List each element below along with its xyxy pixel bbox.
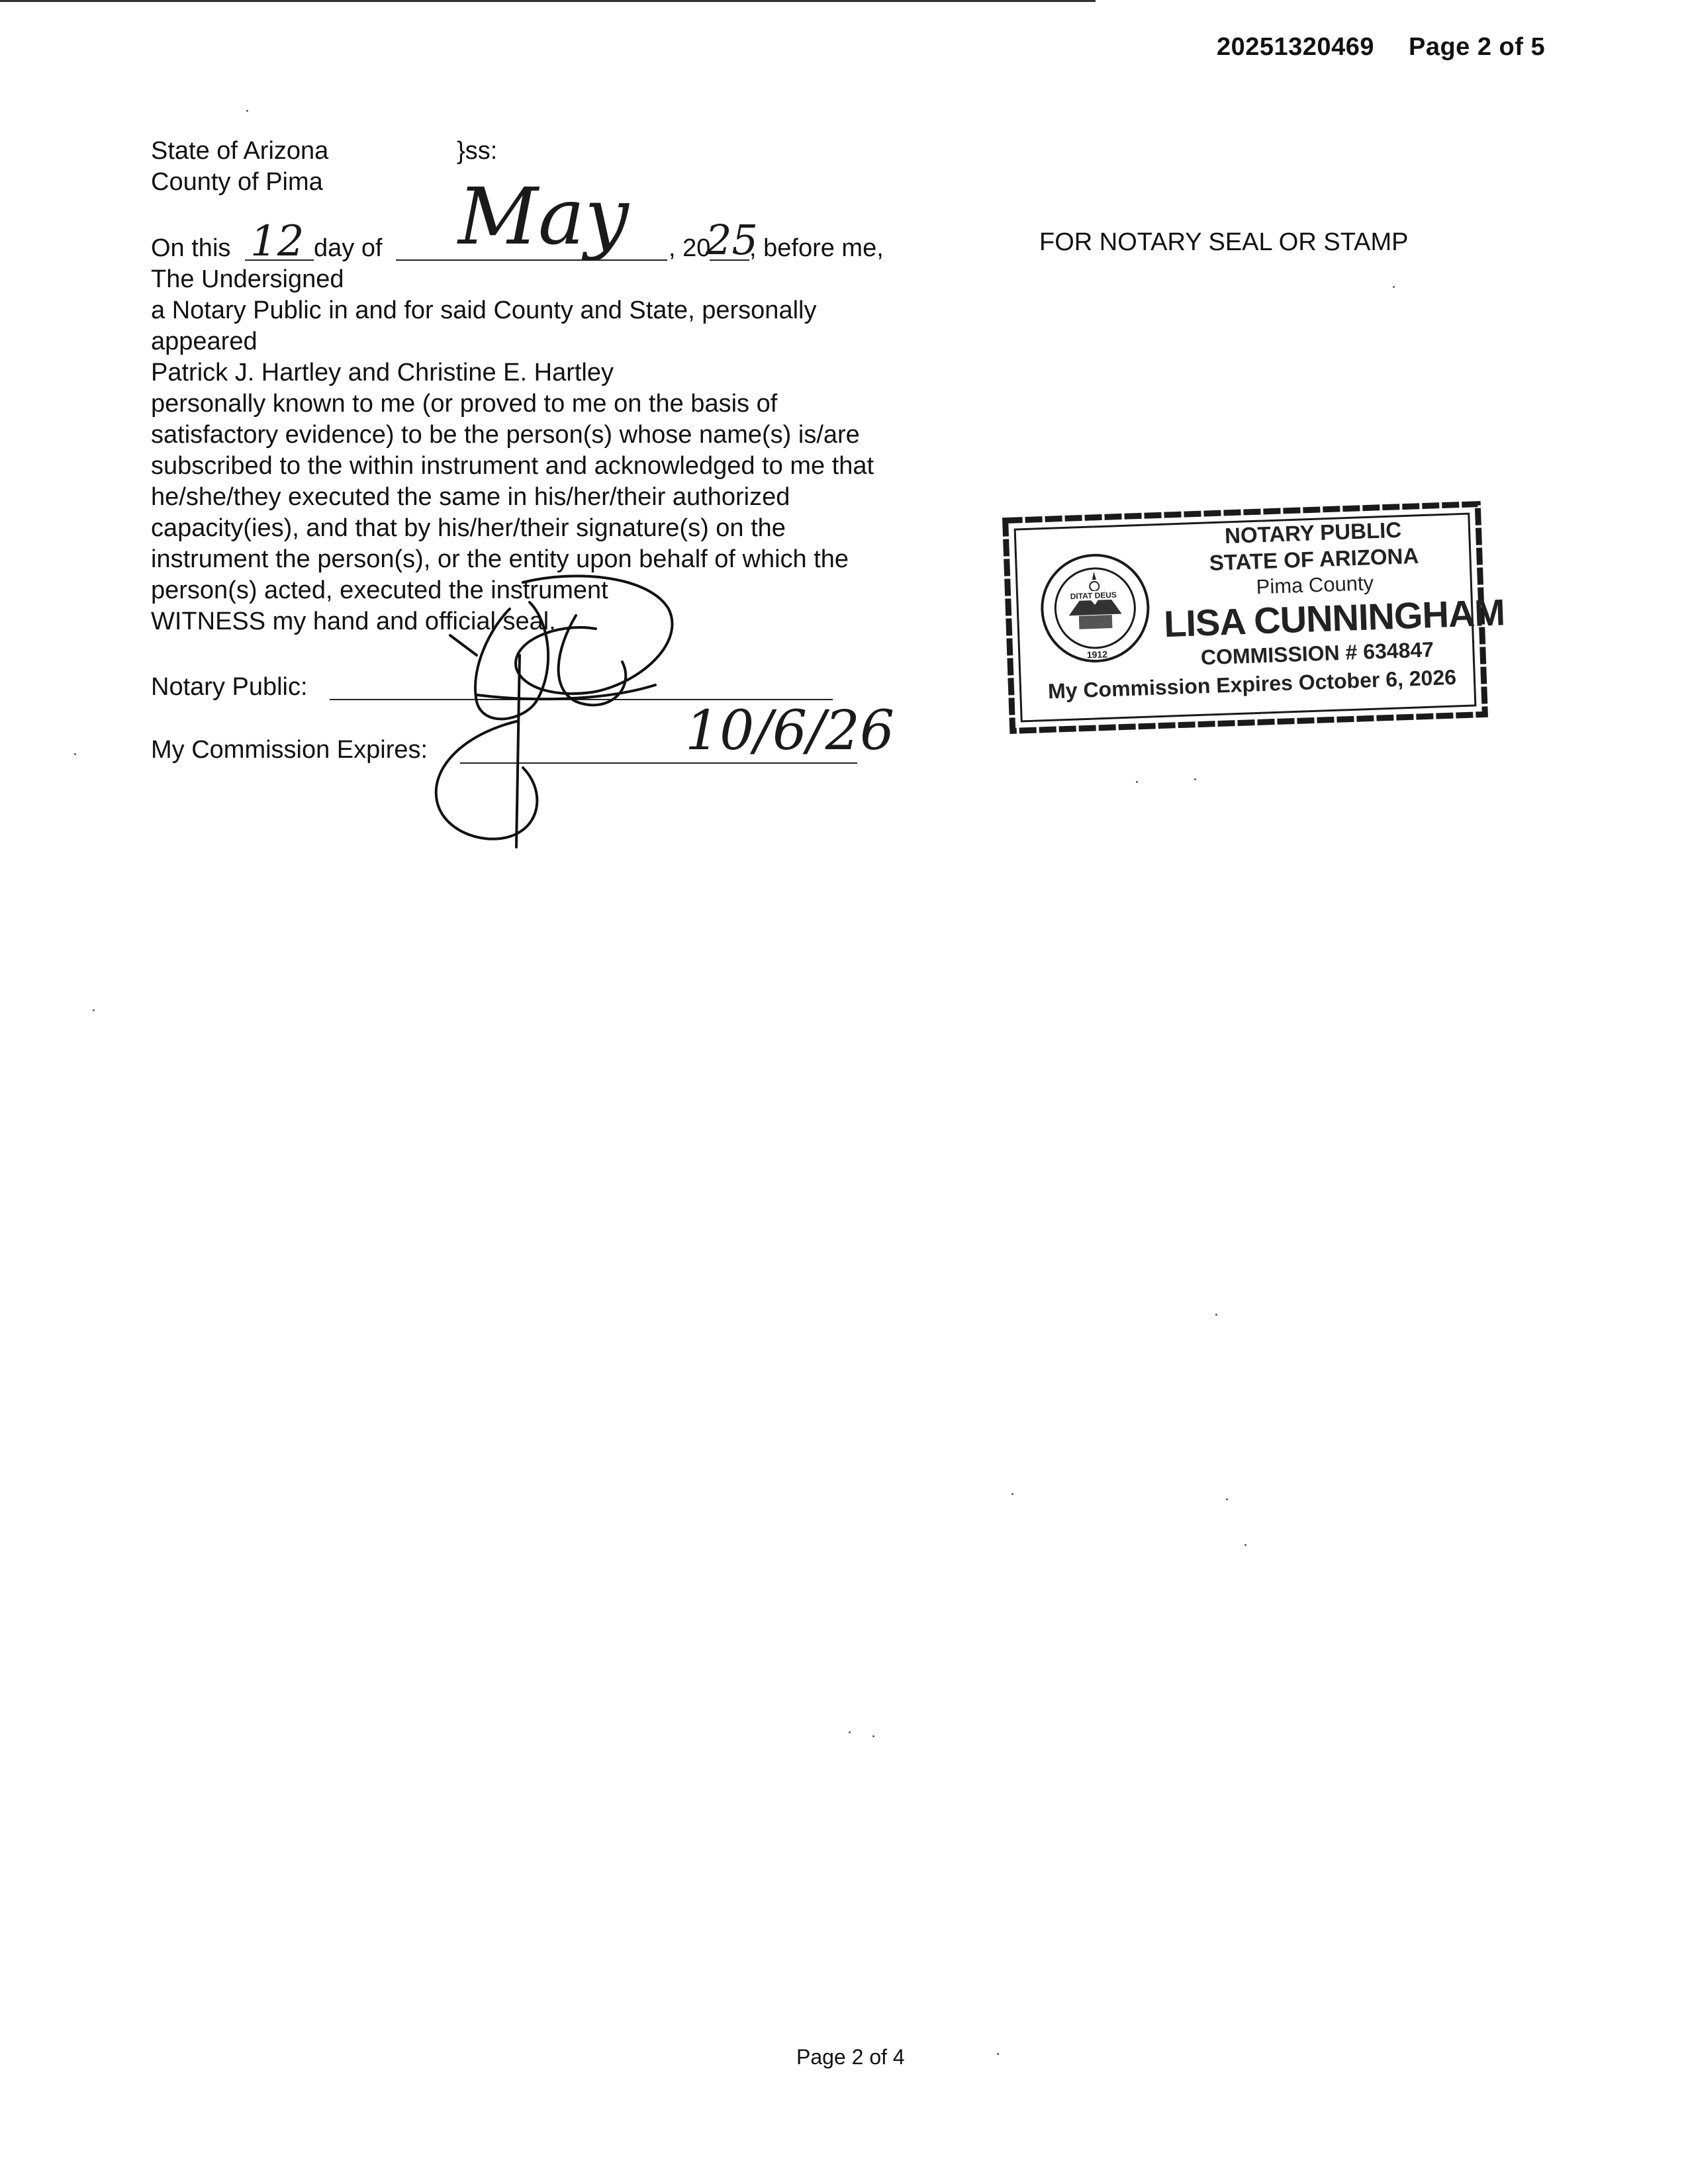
handwritten-day: 12 xyxy=(250,217,305,266)
scan-speck xyxy=(997,2053,999,2055)
stamp-title: NOTARY PUBLIC xyxy=(1224,517,1402,548)
scan-speck xyxy=(93,1009,95,1011)
ack-line: subscribed to the within instrument and acknowledged to me that xyxy=(151,452,874,480)
scan-top-edge-line xyxy=(0,0,1096,2)
venue-state: State of Arizona xyxy=(151,137,329,165)
stamp-expiration: My Commission Expires October 6, 2026 xyxy=(1047,664,1457,704)
scan-speck xyxy=(1226,1498,1228,1500)
scan-speck xyxy=(849,1731,851,1733)
ack-line: a Notary Public in and for said County and State, personally xyxy=(151,296,817,324)
stamp-county: Pima County xyxy=(1256,571,1374,599)
scan-speck xyxy=(1194,778,1196,780)
ack-line: satisfactory evidence) to be the person(s) whose name(s) is/are xyxy=(151,421,860,449)
scan-speck xyxy=(74,753,76,755)
page-footer: Page 2 of 4 xyxy=(796,2045,905,2069)
scan-speck xyxy=(246,110,248,112)
handwritten-expiration: 10/6/26 xyxy=(685,700,895,762)
year-prefix: , 20 xyxy=(669,234,711,262)
stamp-state: STATE OF ARIZONA xyxy=(1209,543,1419,575)
before-me-label: , before me, xyxy=(749,234,884,262)
stamp-commission: COMMISSION # 634847 xyxy=(1200,637,1434,670)
handwritten-year: 25 xyxy=(706,216,758,264)
signer-names: Patrick J. Hartley and Christine E. Hartley xyxy=(151,359,614,387)
notary-signature-scribble xyxy=(357,569,702,860)
ack-line: person(s) acted, executed the instrument xyxy=(151,576,608,604)
ack-line: appeared xyxy=(151,328,258,355)
scan-speck xyxy=(1393,286,1395,288)
ack-line: personally known to me (or proved to me on the basis of xyxy=(151,390,778,418)
scan-speck xyxy=(1136,781,1138,783)
seal-motto: DITAT DEUS xyxy=(1070,590,1117,602)
seal-year: 1912 xyxy=(1086,649,1108,660)
recording-header xyxy=(1217,33,1545,62)
ack-line: The Undersigned xyxy=(151,265,344,293)
scan-speck xyxy=(1011,1493,1013,1495)
ack-line: capacity(ies), and that by his/her/their signature(s) on the xyxy=(151,514,786,542)
ack-line: he/she/they executed the same in his/her/their authorized xyxy=(151,483,790,511)
scan-speck xyxy=(1215,1314,1217,1316)
scan-speck xyxy=(1244,1544,1246,1546)
stamp-notary-name: LISA CUNNINGHAM xyxy=(1163,591,1505,645)
page-indicator: Page 2 of 5 xyxy=(1408,33,1546,61)
handwritten-month: May xyxy=(458,171,629,262)
seal-area-label: FOR NOTARY SEAL OR STAMP xyxy=(1039,228,1409,256)
scan-speck xyxy=(872,1735,874,1737)
venue-county: County of Pima xyxy=(151,168,323,196)
ack-line: instrument the person(s), or the entity upon behalf of which the xyxy=(151,545,849,573)
witness-line: WITNESS my hand and official seal. xyxy=(151,608,556,635)
recording-number: 20251320469 xyxy=(1217,33,1374,61)
commission-expires-label: My Commission Expires: xyxy=(151,736,428,764)
venue-ss: }ss: xyxy=(457,137,498,165)
notary-public-label: Notary Public: xyxy=(151,673,308,701)
notary-stamp xyxy=(1001,500,1505,735)
day-of-label: day of xyxy=(314,234,383,262)
on-this-label: On this xyxy=(151,234,231,262)
